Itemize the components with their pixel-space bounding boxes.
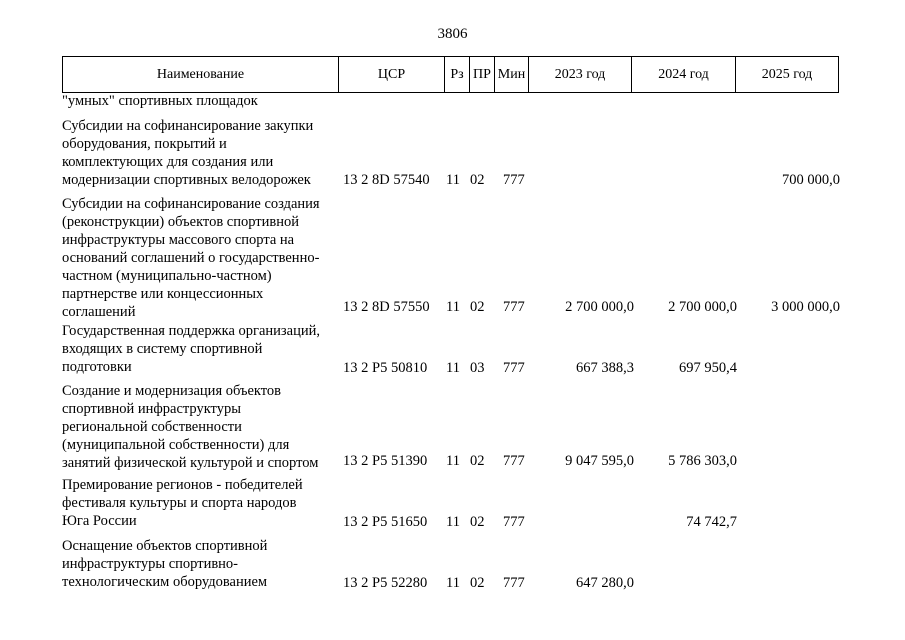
row-rz: 11: [446, 575, 460, 591]
row-rz: 11: [446, 360, 460, 376]
row-name: Субсидии на софинансирование создания (реконструкции) объектов спортивной инфраструктуры массового спорта на оснований соглашений о государственно- частном (муниципально-частном) партнерстве или концессионных соглашений: [62, 196, 320, 320]
header-min: Мин: [495, 57, 529, 93]
row-name: Премирование регионов - победителей фестиваля культуры и спорта народов Юга России: [62, 477, 303, 529]
header-2025: 2025 год: [736, 57, 839, 93]
row-rz: 11: [446, 299, 460, 315]
row-pr: 03: [470, 360, 485, 376]
row-min: 777: [503, 453, 525, 469]
row-2024: 74 742,7: [686, 514, 737, 530]
row-min: 777: [503, 360, 525, 376]
row-min: 777: [503, 172, 525, 188]
header-2023: 2023 год: [529, 57, 632, 93]
header-2024: 2024 год: [632, 57, 736, 93]
table-row: [0, 195, 905, 320]
header-name: Наименование: [63, 57, 339, 93]
row-min: 777: [503, 299, 525, 315]
row-name: Создание и модернизация объектов спортивной инфраструктуры региональной собственности (муниципальной собственности) для занятий физической культурой и спортом: [62, 383, 319, 471]
row-csr: 13 2 P5 51390: [343, 453, 428, 469]
row-2024: 697 950,4: [679, 360, 737, 376]
row-pr: 02: [470, 514, 485, 530]
row-csr: 13 2 P5 52280: [343, 575, 428, 591]
row-rz: 11: [446, 453, 460, 469]
row-csr: 13 2 P5 51650: [343, 514, 428, 530]
row-name: Государственная поддержка организаций, входящих в систему спортивной подготовки: [62, 323, 320, 375]
table-row: [0, 476, 905, 531]
table-row: [0, 537, 905, 592]
header-pr: ПР: [470, 57, 495, 93]
row-pr: 02: [470, 299, 485, 315]
row-2023: 667 388,3: [576, 360, 634, 376]
page-number: 3806: [437, 26, 468, 42]
row-2025: 700 000,0: [782, 172, 840, 188]
row-2024: 5 786 303,0: [668, 453, 737, 469]
row-pr: 02: [470, 575, 485, 591]
row-min: 777: [503, 514, 525, 530]
row-2025: 3 000 000,0: [771, 299, 840, 315]
row-name: Оснащение объектов спортивной инфраструктуры спортивно- технологическим оборудованием: [62, 538, 268, 590]
table-row: [0, 117, 905, 189]
header-csr: ЦСР: [339, 57, 445, 93]
row-pr: 02: [470, 453, 485, 469]
row-csr: 13 2 8D 57550: [343, 299, 430, 315]
row-csr: 13 2 P5 50810: [343, 360, 428, 376]
row-min: 777: [503, 575, 525, 591]
row-2023: 9 047 595,0: [565, 453, 634, 469]
header-rz: Рз: [445, 57, 470, 93]
row-rz: 11: [446, 514, 460, 530]
table-header: [62, 56, 839, 93]
row-2024: 2 700 000,0: [668, 299, 737, 315]
continued-row-text: "умных" спортивных площадок: [62, 93, 258, 109]
table-row: [0, 382, 905, 470]
row-pr: 02: [470, 172, 485, 188]
table-row: [0, 322, 905, 377]
row-name: Субсидии на софинансирование закупки оборудования, покрытий и комплектующих для создания или модернизации спортивных велодорожек: [62, 118, 314, 188]
row-2023: 647 280,0: [576, 575, 634, 591]
row-csr: 13 2 8D 57540: [343, 172, 430, 188]
row-rz: 11: [446, 172, 460, 188]
row-2023: 2 700 000,0: [565, 299, 634, 315]
